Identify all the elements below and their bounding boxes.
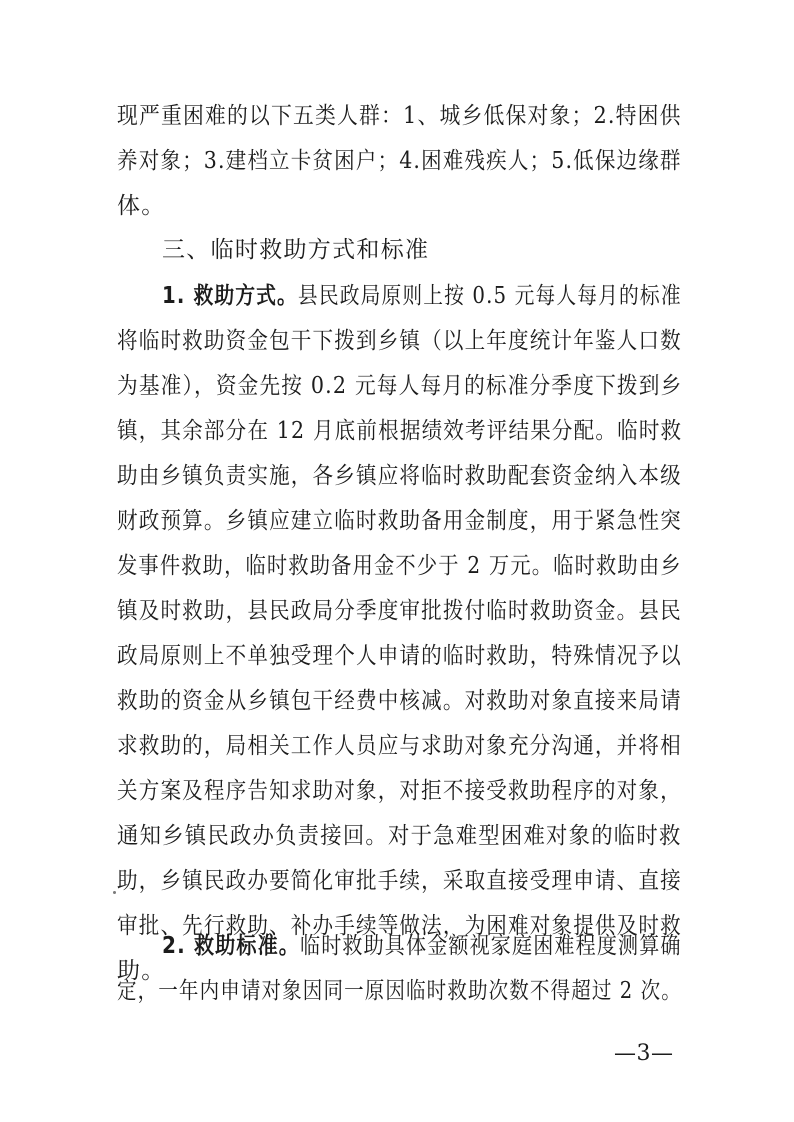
body-line: 将临时救助资金包干下拨到乡镇（以上年度统计年鉴人口数 (117, 328, 682, 354)
body-line: 救助的资金从乡镇包干经费中核减。对救助对象直接来局请 (117, 688, 682, 714)
body-line: 镇，其余部分在 12 月底前根据绩效考评结果分配。临时救 (117, 418, 683, 444)
scan-artifact (113, 891, 116, 894)
body-line: 审批、先行救助、补办手续等做法，为困难对象提供及时救 (117, 913, 682, 939)
body-line: 助由乡镇负责实施，各乡镇应将临时救助配套资金纳入本级 (117, 463, 682, 489)
body-line: 财政预算。乡镇应建立临时救助备用金制度，用于紧急性突 (117, 508, 682, 534)
body-line: 通知乡镇民政办负责接回。对于急难型困难对象的临时救 (117, 823, 682, 849)
body-line: 政局原则上不单独受理个人申请的临时救助，特殊情况予以 (117, 643, 682, 669)
body-text: 临时救助具体金额视家庭困难程度测算确 (299, 933, 682, 959)
body-text: 县民政局原则上按 0.5 元每人每月的标准 (297, 283, 682, 309)
subheading-standard: 2. 救助标准。 (162, 933, 300, 959)
page-number: —3— (614, 1041, 674, 1066)
body-line: 定，一年内申请对象因同一原因临时救助次数不得超过 2 次。 (117, 978, 682, 1004)
body-line: 镇及时救助，县民政局分季度审批拨付临时救助资金。县民 (117, 598, 682, 624)
body-line: 养对象；3.建档立卡贫困户；4.困难残疾人；5.低保边缘群 (117, 148, 682, 174)
body-line: 助。 (117, 958, 166, 984)
body-line: 发事件救助，临时救助备用金不少于 2 万元。临时救助由乡 (117, 553, 682, 579)
body-line: 助，乡镇民政办要简化审批手续，采取直接受理申请、直接 (117, 868, 682, 894)
subheading-line-method (162, 281, 682, 311)
body-line: 为基准），资金先按 0.2 元每人每月的标准分季度下拨到乡 (117, 373, 683, 399)
body-line: 体。 (117, 193, 166, 219)
body-line: 求救助的，局相关工作人员应与求助对象充分沟通，并将相 (117, 733, 682, 759)
subheading-line-standard (162, 931, 682, 961)
body-line: 现严重困难的以下五类人群：1、城乡低保对象；2.特困供 (117, 103, 682, 129)
subheading-method: 1. 救助方式。 (162, 283, 298, 309)
body-line: 关方案及程序告知求助对象，对拒不接受救助程序的对象， (117, 778, 682, 804)
section-heading: 三、临时救助方式和标准 (162, 237, 430, 263)
